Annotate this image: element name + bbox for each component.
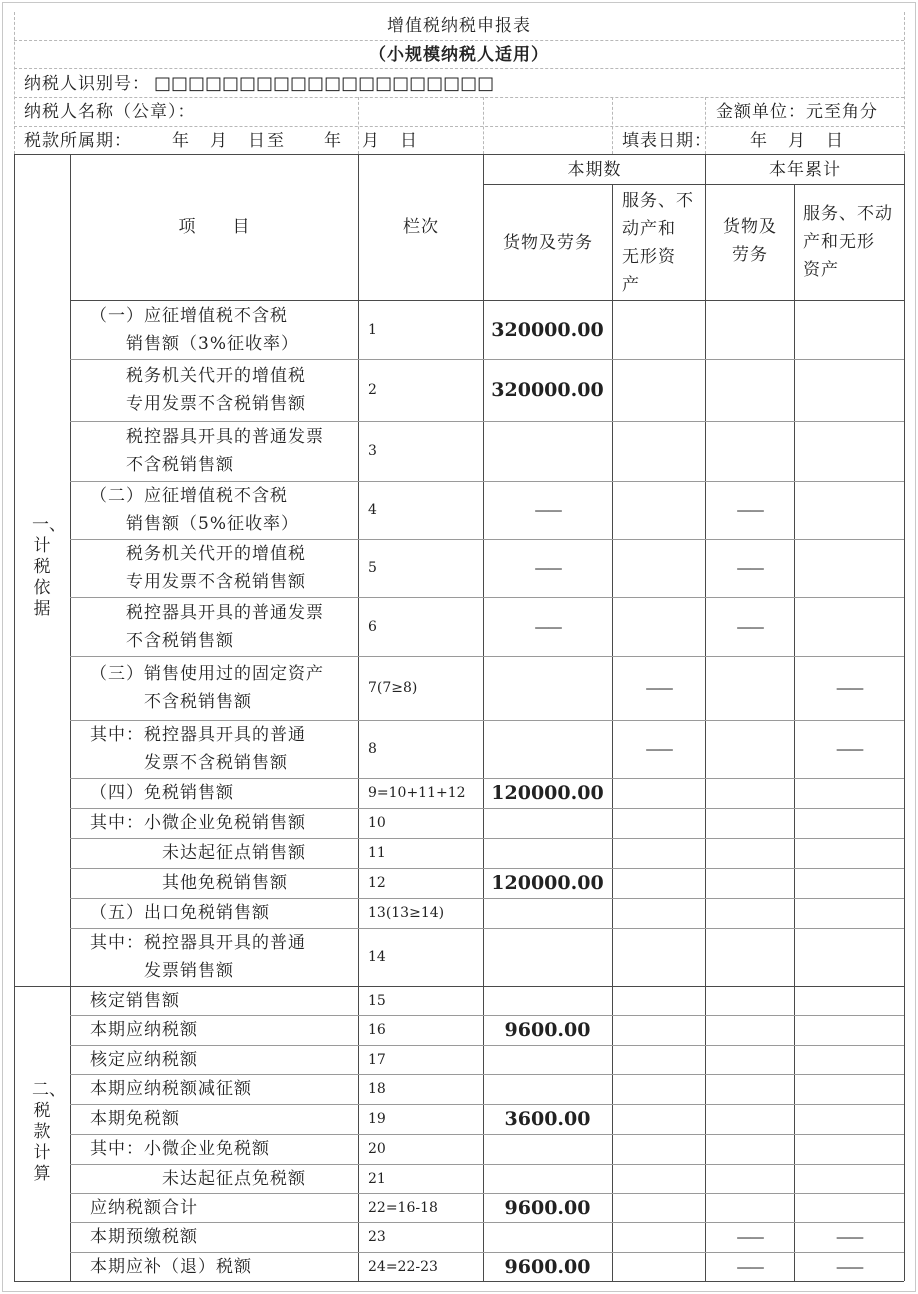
table-top-border: [14, 154, 904, 155]
row-line-number: 22=16-18: [368, 1199, 438, 1216]
row-line-number: 15: [368, 992, 386, 1009]
cell-current-goods-labor[interactable]: 320000.00: [491, 318, 604, 341]
cell-current-goods-labor[interactable]: 320000.00: [491, 379, 604, 401]
column-header-line: 栏次: [403, 217, 439, 237]
row-line-number: 3: [368, 443, 377, 459]
cell-ytd-services: ——: [836, 740, 862, 758]
tax-period-label: 税款所属期：: [24, 131, 132, 151]
header-line-text: 产和无形: [803, 232, 875, 252]
row-item-label: （四）免税销售额: [90, 783, 234, 803]
row-line-number: 13(13≥14): [368, 905, 445, 921]
header-line-text: 资产: [803, 260, 839, 280]
row-item-label: 不含税销售额: [90, 630, 234, 651]
header-dashed-left: [14, 12, 15, 154]
cell-current-goods-labor: ——: [534, 617, 561, 636]
row-item-label: （五）出口免税销售额: [90, 903, 270, 923]
row-line-number: 7(7≥8): [368, 680, 418, 696]
cell-ytd-goods-labor: ——: [736, 617, 763, 636]
row-item-label: 销售额（3%征收率）: [90, 333, 299, 354]
column-divider: [612, 184, 613, 1281]
table-left-border: [14, 154, 15, 1281]
row-item-label: 其中：税控器具开具的普通: [90, 725, 306, 745]
header-dashed-divider: [612, 97, 613, 154]
row-item-label: 税务机关代开的增值税: [90, 544, 306, 564]
row-divider: [70, 359, 904, 360]
taxpayer-name-label: 纳税人名称（公章）：: [24, 102, 196, 122]
row-line-number: 18: [368, 1081, 386, 1097]
row-item-label: 发票不含税销售额: [90, 753, 288, 773]
column-divider: [70, 154, 71, 1281]
row-item-label: （二）应征增值税不含税: [90, 486, 288, 506]
cell-current-goods-labor[interactable]: 9600.00: [504, 1196, 591, 1219]
row-line-number: 17: [368, 1051, 386, 1068]
form-subtitle: （小规模纳税人适用）: [369, 45, 549, 65]
cell-ytd-goods-labor: ——: [736, 1257, 763, 1276]
row-line-number: 5: [368, 560, 377, 576]
row-item-label: 应纳税额合计: [90, 1197, 198, 1218]
row-item-label: 核定应纳税额: [90, 1049, 198, 1070]
amount-unit: 金额单位：元至角分: [716, 102, 878, 122]
cell-current-goods-labor[interactable]: 9600.00: [504, 1255, 591, 1278]
row-line-number: 11: [368, 845, 386, 861]
header-dashed-line: [14, 97, 904, 98]
cell-ytd-services: ——: [836, 1228, 862, 1246]
header-dashed-divider: [705, 97, 706, 154]
row-line-number: 2: [368, 382, 377, 398]
row-item-label: 未达起征点免税额: [90, 1168, 306, 1189]
row-item-label: 税控器具开具的普通发票: [90, 427, 324, 447]
row-item-label: 不含税销售额: [90, 692, 252, 712]
row-item-label: 本期应纳税额减征额: [90, 1079, 252, 1099]
header-dashed-right: [904, 12, 905, 154]
column-divider: [358, 154, 359, 1281]
header-line-text: 货物及: [723, 217, 777, 237]
column-header-goods-labor: 货物及劳务: [503, 233, 593, 253]
header-line-text: 服务、不: [622, 191, 694, 211]
section-label-calc: 二、税款计算: [32, 1080, 66, 1184]
row-item-label: 本期应补（退）税额: [90, 1256, 252, 1277]
row-line-number: 6: [368, 618, 377, 635]
row-line-number: 21: [368, 1170, 386, 1187]
header-dashed-line: [14, 126, 904, 127]
column-divider: [705, 154, 706, 1281]
column-header-current-period: 本期数: [567, 160, 622, 180]
column-divider: [794, 184, 795, 1281]
header-line-text: 劳务: [732, 245, 768, 265]
fill-date-value[interactable]: 年 月 日: [750, 131, 845, 151]
row-line-number: 4: [368, 502, 377, 518]
cell-ytd-goods-labor: ——: [736, 559, 763, 577]
table-bottom-border: [14, 1281, 904, 1282]
row-item-label: 本期应纳税额: [90, 1020, 198, 1040]
row-line-number: 23: [368, 1229, 386, 1245]
cell-current-goods-labor[interactable]: 120000.00: [491, 872, 604, 894]
cell-current-services: ——: [645, 740, 672, 758]
header-line-text: 动产和: [622, 219, 676, 239]
cell-ytd-goods-labor: ——: [736, 1228, 763, 1246]
row-line-number: 14: [368, 949, 386, 965]
cell-current-services: ——: [645, 679, 672, 697]
row-item-label: （三）销售使用过的固定资产: [90, 664, 324, 684]
cell-current-goods-labor[interactable]: 3600.00: [504, 1108, 591, 1130]
tax-period-value[interactable]: 年 月 日至 年 月 日: [172, 131, 419, 151]
row-item-label: 其他免税销售额: [90, 873, 288, 893]
row-divider: [70, 421, 904, 422]
fill-date-label: 填表日期：: [622, 131, 712, 151]
row-line-number: 1: [368, 321, 377, 338]
row-line-number: 24=22-23: [368, 1258, 438, 1275]
row-divider: [70, 656, 904, 657]
header-dashed-divider: [358, 97, 359, 154]
table-right-border: [904, 154, 905, 1281]
cell-current-goods-labor[interactable]: 120000.00: [491, 782, 604, 804]
row-item-label: 专用发票不含税销售额: [90, 394, 306, 414]
cell-ytd-goods-labor: ——: [736, 501, 763, 519]
row-line-number: 20: [368, 1141, 386, 1157]
row-item-label: 税控器具开具的普通发票: [90, 602, 324, 623]
row-item-label: 未达起征点销售额: [90, 843, 306, 863]
taxpayer-id-label: 纳税人识别号：: [24, 74, 150, 94]
header-dashed-line: [14, 40, 904, 41]
row-item-label: （一）应征增值税不含税: [90, 305, 288, 326]
form-title: 增值税纳税申报表: [387, 16, 531, 36]
row-line-number: 8: [368, 741, 377, 757]
row-line-number: 10: [368, 815, 386, 831]
row-item-label: 不含税销售额: [90, 455, 234, 475]
row-item-label: 其中：小微企业免税销售额: [90, 813, 306, 833]
row-item-label: 发票销售额: [90, 961, 234, 981]
row-item-label: 其中：税控器具开具的普通: [90, 933, 306, 953]
row-item-label: 其中：小微企业免税额: [90, 1139, 270, 1159]
column-header-ytd: 本年累计: [769, 160, 841, 180]
header-line-text: 产: [622, 275, 640, 295]
row-item-label: 本期预缴税额: [90, 1227, 198, 1247]
row-item-label: 本期免税额: [90, 1109, 180, 1129]
cell-ytd-services: ——: [836, 1257, 862, 1276]
row-item-label: 核定销售额: [90, 990, 180, 1011]
cell-current-goods-labor: ——: [534, 501, 561, 519]
row-item-label: 税务机关代开的增值税: [90, 366, 306, 386]
column-header-item: 项 目: [178, 217, 251, 237]
section-label-basis: 一、计税依据: [32, 515, 66, 619]
row-item-label: 销售额（5%征收率）: [90, 514, 299, 534]
row-line-number: 19: [368, 1111, 386, 1127]
cell-current-goods-labor[interactable]: 9600.00: [504, 1019, 591, 1041]
header-line-text: 服务、不动: [803, 204, 893, 224]
row-item-label: 专用发票不含税销售额: [90, 572, 306, 592]
row-line-number: 12: [368, 875, 386, 891]
header-line-text: 无形资: [622, 247, 676, 267]
row-line-number: 16: [368, 1022, 386, 1038]
header-subdivider: [483, 184, 904, 185]
header-dashed-divider: [483, 97, 484, 154]
cell-ytd-services: ——: [836, 679, 862, 697]
row-line-number: 9=10+11+12: [368, 785, 466, 801]
header-dashed-line: [14, 68, 904, 69]
cell-current-goods-labor: ——: [534, 559, 561, 577]
taxpayer-id-boxes[interactable]: □□□□□□□□□□□□□□□□□□□□: [154, 73, 495, 94]
